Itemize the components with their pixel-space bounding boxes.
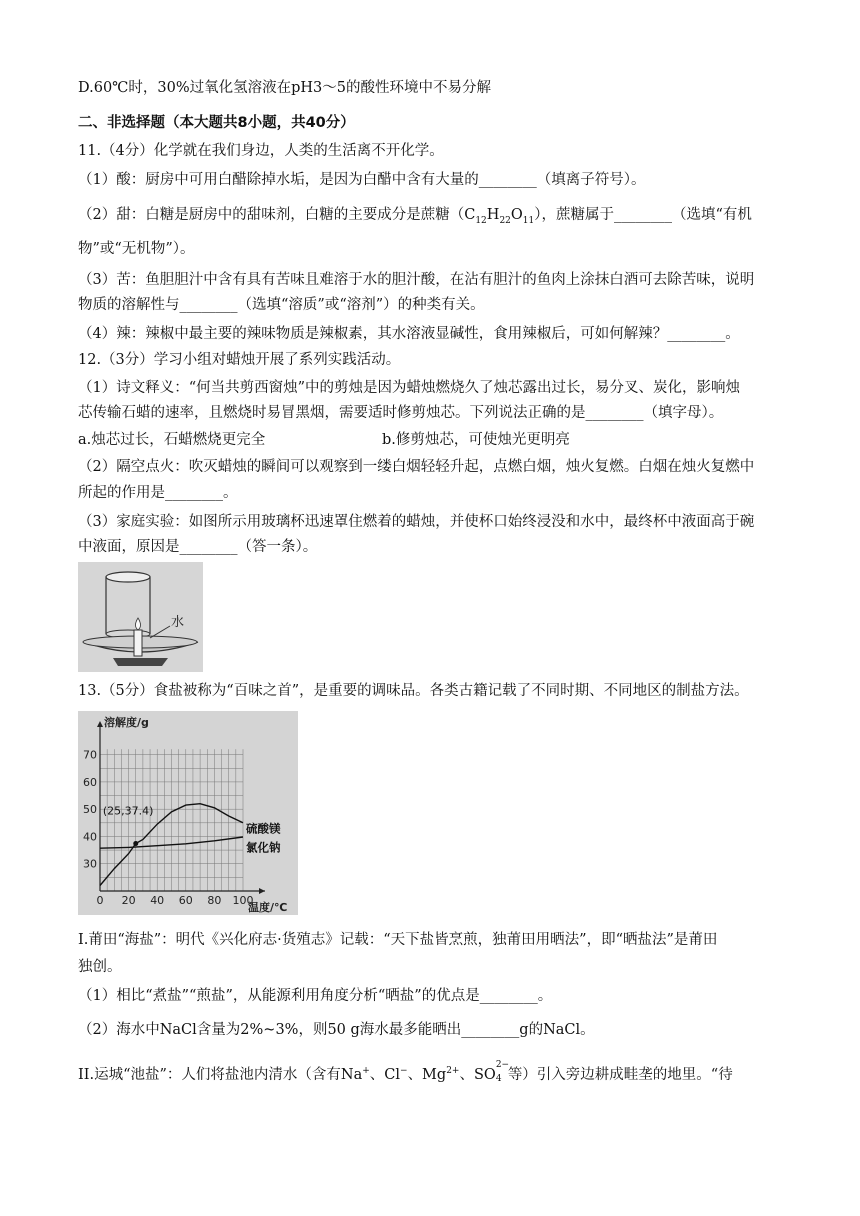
- q12-part3: （3）家庭实验：如图所示用玻璃杯迅速罩住燃着的蜡烛，并使杯口始终浸没和水中，最终杯中液面高于碗: [78, 514, 755, 530]
- superscript: 2+: [446, 1066, 460, 1077]
- bowl-base: [113, 658, 168, 666]
- q11-stem: 11.（4分）化学就在我们身边，人类的生活离不开化学。: [78, 143, 444, 159]
- q11-part3-cont: 物质的溶解性与________（选填“溶质”或“溶剂”）的种类有关。: [78, 297, 485, 313]
- subsup: [495, 1060, 510, 1085]
- q13-part-i-cont: 独创。: [78, 959, 122, 975]
- q12-part1: （1）诗文释义：“何当共剪西窗烛”中的剪烛是因为蜡烛燃烧久了烛芯露出过长，易分叉、炭化，影响烛: [78, 380, 741, 396]
- text: （2）甜：白糖是厨房中的甜味剂，白糖的主要成分是蔗糖（C: [78, 207, 476, 223]
- x-tick-label: 100: [232, 894, 254, 907]
- subscript: 11: [522, 215, 535, 226]
- x-tick-label: 20: [121, 894, 136, 907]
- candle-figure: [78, 562, 203, 672]
- x-tick-label: 80: [207, 894, 222, 907]
- text: 、SO: [459, 1067, 496, 1083]
- q13-part1: （1）相比“煮盐”“煎盐”，从能源利用角度分析“晒盐”的优点是________。: [78, 988, 553, 1004]
- q13-part-ii: [78, 1060, 733, 1085]
- text: H: [486, 207, 500, 223]
- q11-part3: （3）苦：鱼胆胆汁中含有具有苦味且难溶于水的胆汁酸，在沾有胆汁的鱼肉上涂抹白酒可去除苦味，说明: [78, 272, 755, 288]
- q12-part2: （2）隔空点火：吹灭蜡烛的瞬间可以观察到一缕白烟轻轻升起，点燃白烟，烛火复燃。白烟在烛火复燃中: [78, 459, 755, 475]
- q12-stem: 12.（3分）学习小组对蜡烛开展了系列实践活动。: [78, 352, 401, 368]
- q12-part2-cont: 所起的作用是________。: [78, 485, 238, 501]
- series-label-0: 硫酸镁: [246, 821, 281, 836]
- x-axis-label: 温度/℃: [248, 901, 288, 914]
- subscript: 4: [495, 1074, 502, 1084]
- superscript: +: [362, 1066, 370, 1077]
- candle-drawing: [78, 562, 203, 672]
- q12-part1-cont: 芯传输石蜡的速率，且燃烧时易冒黑烟，需要适时修剪烛芯。下列说法正确的是________（填字母）。: [78, 405, 724, 421]
- x-tick-label: 60: [178, 894, 193, 907]
- superscript: −: [400, 1066, 408, 1077]
- q11-part1: （1）酸：厨房中可用白醋除掉水垢，是因为白醋中含有大量的________（填离子符号）。: [78, 172, 646, 188]
- y-tick-label: 30: [83, 857, 97, 871]
- text: II.运城“池盐”：人们将盐池内清水（含有Na: [78, 1067, 363, 1083]
- x-tick-label: 40: [150, 894, 165, 907]
- water-label: 水: [171, 615, 185, 630]
- annotation-label: (25,37.4): [102, 804, 154, 818]
- text: 、Mg: [407, 1067, 447, 1083]
- y-tick-label: 60: [83, 775, 97, 789]
- q13-stem: 13.（5分）食盐被称为“百味之首”，是重要的调味品。各类古籍记载了不同时期、不同地区的制盐方法。: [78, 683, 749, 699]
- candle: [134, 630, 142, 656]
- marker-point: [133, 841, 138, 846]
- q11-part2-cont: 物”或“无机物”）。: [78, 241, 195, 257]
- section-heading: 二、非选择题（本大题共8小题，共40分）: [78, 115, 355, 131]
- subscript: 12: [475, 215, 487, 226]
- text: O: [510, 207, 523, 223]
- q12-part3-cont: 中液面，原因是________（答一条）。: [78, 539, 318, 555]
- q11-part2: [78, 205, 752, 225]
- q12-option-b: b.修剪烛芯，可使烛光更明亮: [382, 432, 570, 448]
- superscript: 2−: [495, 1060, 510, 1070]
- chart-svg: [78, 711, 298, 915]
- subscript: 22: [499, 215, 511, 226]
- q13-part-i: I.莆田“海盐”：明代《兴化府志·货殖志》记载：“天下盐皆烹煎，独莆田用晒法”，即“晒盐法”是莆田: [78, 932, 718, 948]
- q12-option-a: a.烛芯过长，石蜡燃烧更完全: [78, 432, 266, 448]
- x-tick-label: 0: [96, 894, 104, 907]
- text: 、Cl: [369, 1067, 401, 1083]
- y-axis-label: 溶解度/g: [104, 716, 149, 729]
- series-label-1: 氯化钠: [246, 840, 281, 855]
- text: ），蔗糖属于________（选填“有机: [534, 207, 752, 223]
- option-d: D.60℃时，30%过氧化氢溶液在pH3～5的酸性环境中不易分解: [78, 80, 491, 96]
- y-tick-label: 70: [83, 748, 97, 762]
- text: 等）引入旁边耕成畦垄的地里。“待: [507, 1067, 733, 1083]
- y-tick-label: 40: [83, 830, 97, 844]
- y-tick-label: 50: [83, 803, 97, 817]
- cup-bottom: [106, 572, 150, 582]
- q11-part4: （4）辣：辣椒中最主要的辣味物质是辣椒素，其水溶液显碱性，食用辣椒后，可如何解辣？________。: [78, 326, 740, 342]
- q13-part2: （2）海水中NaCl含量为2%~3%，则50 g海水最多能晒出________g的NaCl。: [78, 1022, 595, 1038]
- solubility-chart: [78, 711, 298, 915]
